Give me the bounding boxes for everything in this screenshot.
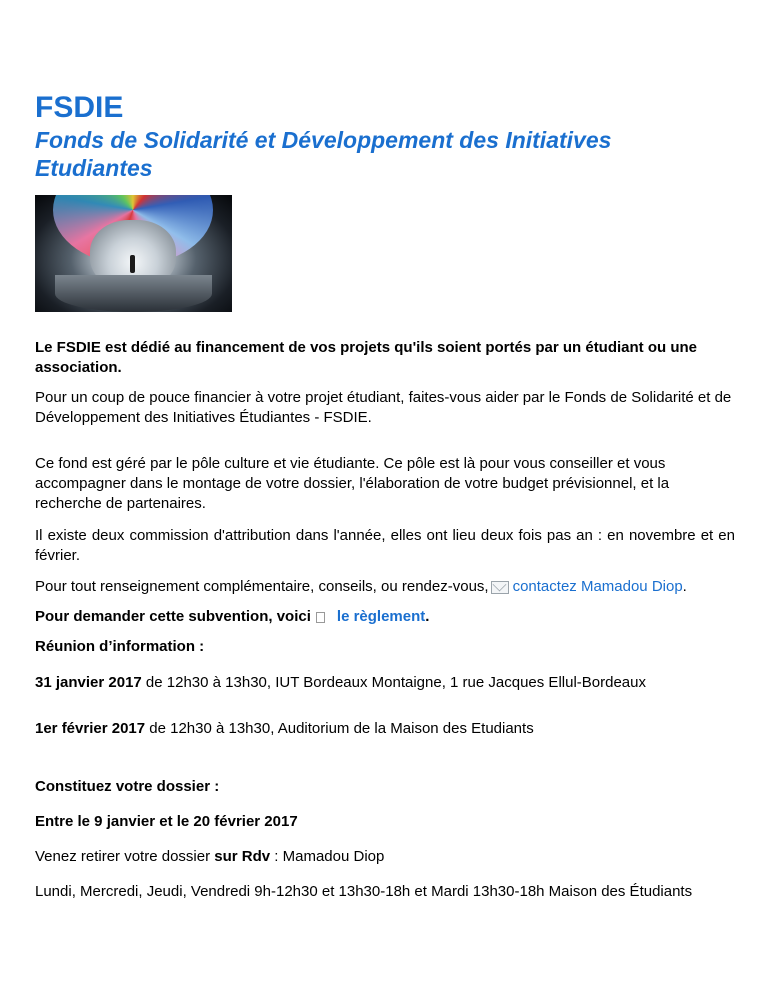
contact-suffix: .: [682, 578, 687, 595]
file-icon[interactable]: [316, 612, 325, 623]
retrait-bold: sur Rdv: [214, 848, 271, 865]
photo-person: [130, 255, 135, 273]
dossier-period: Entre le 9 janvier et le 20 février 2017: [35, 813, 298, 830]
reunion-heading: Réunion d’information :: [35, 638, 205, 655]
reunion-2: [35, 719, 735, 739]
reglement-paragraph: [35, 607, 735, 627]
document-page: [35, 90, 735, 902]
contact-paragraph: [35, 577, 735, 597]
page-title: FSDIE: [35, 91, 124, 124]
reglement-suffix: .: [425, 608, 430, 625]
retrait-prefix: Venez retirer votre dossier: [35, 848, 215, 865]
dossier-heading: Constituez votre dossier :: [35, 778, 220, 795]
contact-prefix: Pour tout renseignement complémentaire, conseils, ou rendez-vous,: [35, 578, 489, 595]
retrait-suffix: : Mamadou Diop: [270, 848, 385, 865]
reglement-link[interactable]: le règlement: [336, 608, 426, 625]
reunion-1-detail: de 12h30 à 13h30, IUT Bordeaux Montaigne, 1 rue Jacques Ellul-Bordeaux: [141, 674, 646, 691]
intro-paragraph: Le FSDIE est dédié au financement de vos projets qu'ils soient portés par un étudiant ou une association.: [35, 339, 698, 376]
horaires-paragraph: Lundi, Mercredi, Jeudi, Vendredi 9h-12h30 et 13h30-18h et Mardi 13h30-18h Maison des Étudiants: [35, 883, 693, 900]
reunion-1-date: 31 janvier 2017: [35, 674, 142, 691]
page-subtitle: Fonds de Solidarité et Développement des Initiatives Etudiantes: [35, 127, 612, 181]
reunion-2-date: 1er février 2017: [35, 720, 146, 737]
retrait-paragraph: [35, 847, 735, 867]
coup-de-pouce-paragraph: Pour un coup de pouce financier à votre projet étudiant, faites-vous aider par le Fonds de Solidarité et de Développement des Initiatives Étudiantes - FSDIE.: [35, 389, 732, 426]
contact-link[interactable]: contactez Mamadou Diop: [512, 578, 683, 595]
reunion-1: [35, 673, 735, 693]
mail-icon[interactable]: [491, 581, 509, 594]
photo-floor: [55, 275, 212, 312]
reglement-prefix: Pour demander cette subvention, voici: [35, 608, 311, 625]
gestion-paragraph: Ce fond est géré par le pôle culture et vie étudiante. Ce pôle est là pour vous conseiller et vous accompagner dans le montage de votre dossier, l'élaboration de votre budget prévisionnel, et la recherche de partenaires.: [35, 455, 670, 512]
reunion-2-detail: de 12h30 à 13h30, Auditorium de la Maison des Etudiants: [145, 720, 534, 737]
tunnel-photo: [35, 195, 232, 312]
commissions-paragraph: Il existe deux commission d'attribution dans l'année, elles ont lieu deux fois pas an : en novembre et en février.: [35, 527, 735, 564]
